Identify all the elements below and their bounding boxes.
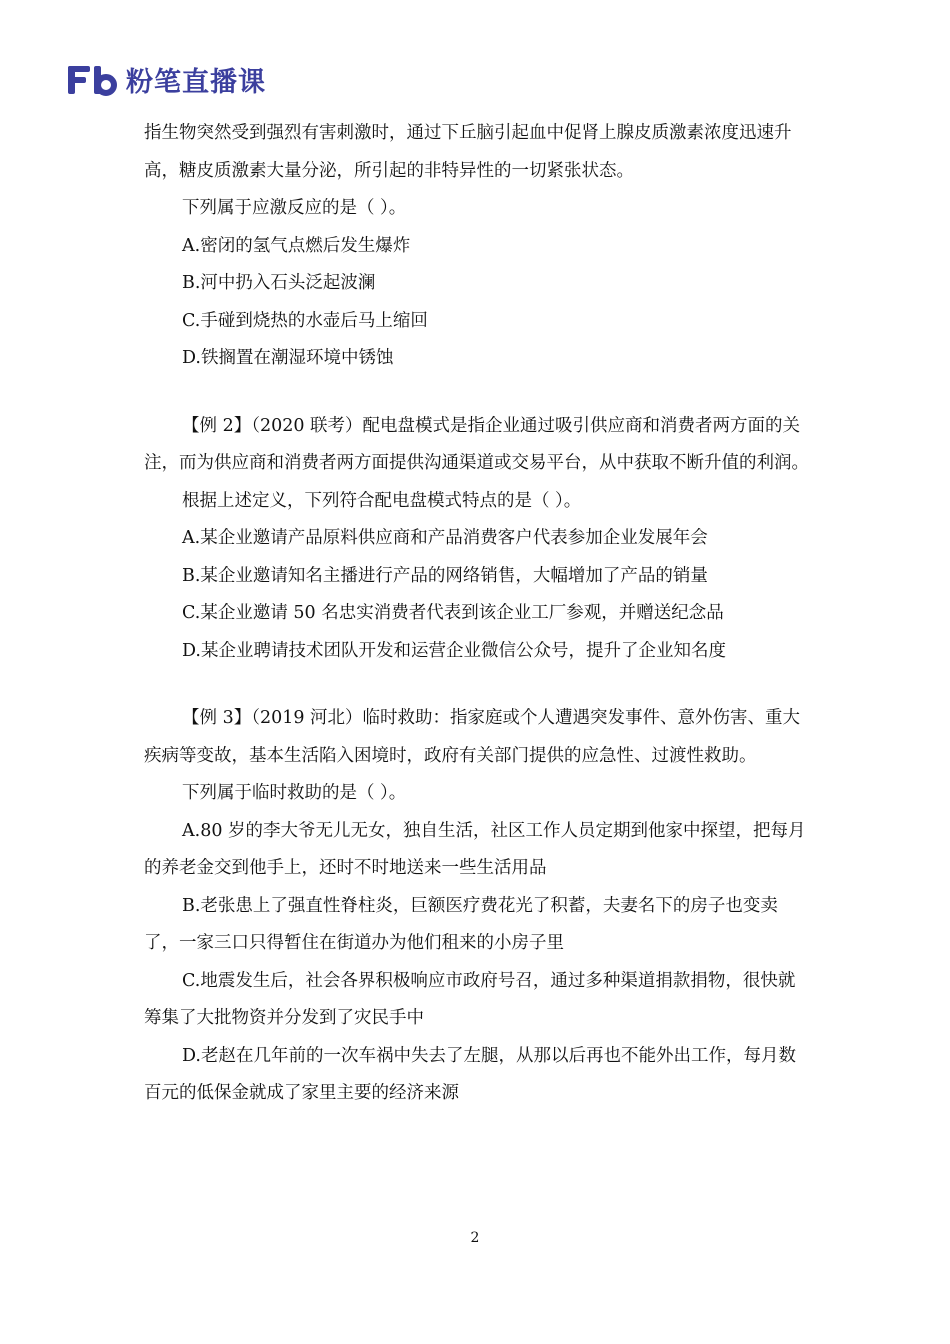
example-3 — [144, 700, 810, 1113]
example-2 — [144, 408, 810, 671]
spacer — [144, 378, 810, 408]
page-number: 2 — [470, 1230, 480, 1246]
document-body — [144, 115, 810, 1113]
spacer — [144, 670, 810, 700]
example-1-option-a: A.密闭的氢气点燃后发生爆炸 — [182, 235, 411, 256]
example-2-option-c: C.某企业邀请 50 名忠实消费者代表到该企业工厂参观，并赠送纪念品 — [182, 603, 724, 623]
example-1 — [144, 115, 810, 378]
example-2-option-d: D.某企业聘请技术团队开发和运营企业微信公众号，提升了企业知名度 — [182, 640, 726, 661]
example-3-option-a: A.80 岁的李大爷无儿无女，独自生活，社区工作人员定期到他家中探望，把每月的养老金交到他手上，还时不时地送来一些生活用品 — [144, 820, 806, 878]
example-3-option-b: B.老张患上了强直性脊柱炎，巨额医疗费花光了积蓄，夫妻名下的房子也变卖了，一家三口只得暂住在街道办为他们租来的小房子里 — [144, 895, 778, 953]
example-3-intro: 【例 3】（2019 河北）临时救助：指家庭或个人遭遇突发事件、意外伤害、重大疾病等变故，基本生活陷入困境时，政府有关部门提供的应急性、过渡性救助。 — [144, 708, 801, 766]
example-2-option-a: A.某企业邀请产品原料供应商和产品消费客户代表参加企业发展年会 — [182, 528, 708, 548]
example-3-question: 下列属于临时救助的是（ ）。 — [182, 783, 407, 803]
fb-logo-icon — [66, 63, 118, 97]
example-2-option-b: B.某企业邀请知名主播进行产品的网络销售，大幅增加了产品的销量 — [182, 565, 708, 586]
example-1-intro: 指生物突然受到强烈有害刺激时，通过下丘脑引起血中促肾上腺皮质激素浓度迅速升高，糖皮质激素大量分泌，所引起的非特异性的一切紧张状态。 — [144, 123, 792, 181]
example-3-option-d: D.老赵在几年前的一次车祸中失去了左腿，从那以后再也不能外出工作，每月数百元的低保金就成了家里主要的经济来源 — [144, 1045, 796, 1103]
example-2-question: 根据上述定义，下列符合配电盘模式特点的是（ ）。 — [182, 490, 582, 511]
example-1-option-b: B.河中扔入石头泛起波澜 — [182, 273, 376, 293]
example-1-option-d: D.铁搁置在潮湿环境中锈蚀 — [182, 348, 394, 368]
example-1-question: 下列属于应激反应的是（ ）。 — [182, 198, 407, 218]
example-2-intro: 【例 2】（2020 联考）配电盘模式是指企业通过吸引供应商和消费者两方面的关注，而为供应商和消费者两方面提供沟通渠道或交易平台，从中获取不断升值的利润。 — [144, 415, 809, 473]
header — [66, 60, 266, 99]
example-3-option-c: C.地震发生后，社会各界积极响应市政府号召，通过多种渠道捐款捐物，很快就筹集了大批物资并分发到了灾民手中 — [144, 970, 796, 1028]
example-1-option-c: C.手碰到烧热的水壶后马上缩回 — [182, 310, 428, 331]
brand-title: 粉笔直播课 — [126, 67, 266, 98]
